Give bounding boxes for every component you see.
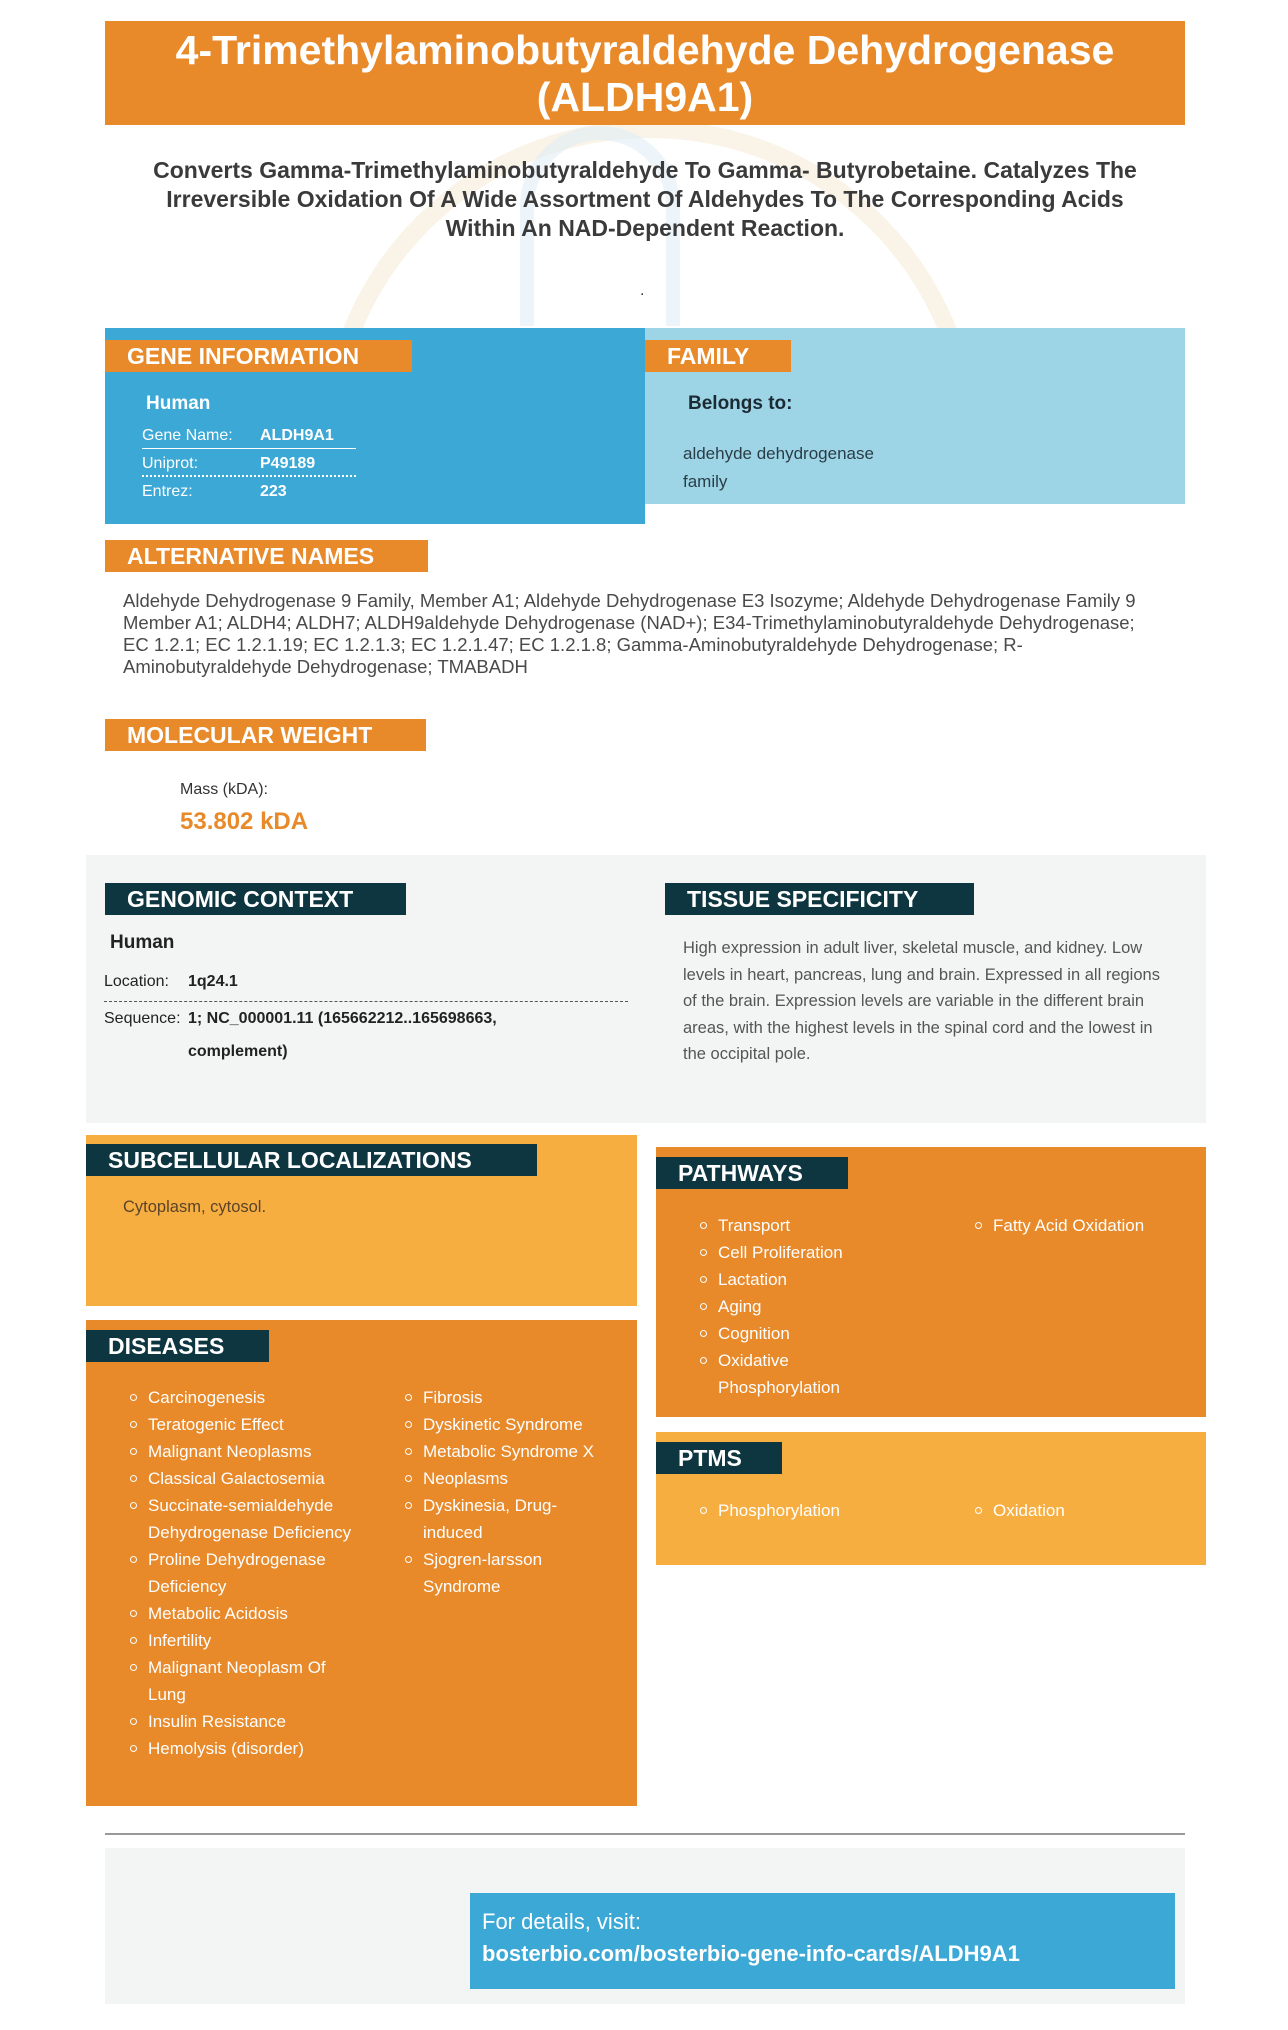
sequence-label: Sequence: [104,1010,181,1027]
gene-info-heading: GENE INFORMATION [105,340,412,372]
location-value: 1q24.1 [188,973,238,990]
disease-item: Sjogren-larsson Syndrome [403,1546,613,1600]
tissue-specificity-text: High expression in adult liver, skeletal muscle, and kidney. Low levels in heart, pancreas, lung and brain. Expressed in all regions of the brain. Expression levels are variable in the different brain areas, with the highest levels in the spinal cord and the lowest in the occipital pole. [683,939,1160,1063]
disease-item: Neoplasms [403,1465,613,1492]
pathway-item: Aging [698,1293,908,1320]
disease-item: Classical Galactosemia [128,1465,368,1492]
uniprot-row [142,450,356,477]
pathway-item: Lactation [698,1266,908,1293]
diseases-heading: DISEASES [86,1330,269,1362]
pathway-item: Cell Proliferation [698,1239,908,1266]
subcellular-heading: SUBCELLULAR LOCALIZATIONS [86,1144,537,1176]
entrez-label: Entrez: [142,483,193,500]
disease-item: Teratogenic Effect [128,1411,368,1438]
summary-dot: . [640,282,645,299]
disease-item: Succinate-semialdehyde Dehydrogenase Deficiency [128,1492,368,1546]
mass-label: Mass (kDA): [180,781,268,798]
sequence-value-cont: complement) [188,1043,288,1060]
entrez-row [142,478,356,505]
sequence-value: 1; NC_000001.11 (165662212..165698663, [188,1010,497,1027]
entrez-value: 223 [260,483,287,500]
uniprot-value: P49189 [260,455,316,472]
pathway-item: Transport [698,1212,908,1239]
genomic-divider [104,1001,628,1002]
disease-item: Infertility [128,1627,368,1654]
footer-divider [105,1833,1185,1835]
pathway-item: Fatty Acid Oxidation [973,1212,1193,1239]
location-label: Location: [104,973,169,990]
disease-item: Insulin Resistance [128,1708,368,1735]
disease-item: Proline Dehydrogenase Deficiency [128,1546,368,1600]
location-row [104,973,238,991]
diseases-list-col1 [128,1384,368,1762]
disease-item: Malignant Neoplasms [128,1438,368,1465]
disease-item: Carcinogenesis [128,1384,368,1411]
sequence-row [104,1010,497,1028]
details-link-box[interactable] [470,1893,1175,1989]
family-heading: FAMILY [645,340,791,372]
gene-name-row [142,422,356,449]
ptm-item: Oxidation [973,1497,1183,1524]
pathway-item: Oxidative Phosphorylation [698,1347,908,1401]
ptm-item: Phosphorylation [698,1497,908,1524]
pathway-item: Cognition [698,1320,908,1347]
details-label: For details, visit: [482,1909,641,1934]
tissue-specificity-heading: TISSUE SPECIFICITY [665,883,974,915]
gene-name-label: Gene Name: [142,427,233,444]
pathways-heading: PATHWAYS [656,1157,848,1189]
family-value: aldehyde dehydrogenase family [683,444,874,491]
ptms-heading: PTMS [656,1442,782,1474]
ptms-list-col2 [973,1497,1183,1524]
gene-info-organism: Human [146,393,211,414]
pathways-list-col2 [973,1212,1193,1239]
family-belongs-label: Belongs to: [688,393,793,414]
genomic-organism: Human [110,932,175,953]
molecular-weight-heading: MOLECULAR WEIGHT [105,719,426,751]
alternative-names-heading: ALTERNATIVE NAMES [105,540,428,572]
diseases-list-col2 [403,1384,613,1600]
disease-item: Dyskinesia, Drug-induced [403,1492,613,1546]
subcellular-text: Cytoplasm, cytosol. [123,1198,267,1216]
disease-item: Fibrosis [403,1384,613,1411]
disease-item: Dyskinetic Syndrome [403,1411,613,1438]
ptms-list-col1 [698,1497,908,1524]
gene-summary: Converts Gamma-Trimethylaminobutyraldehyde To Gamma- Butyrobetaine. Catalyzes The Irreversible Oxidation Of A Wide Assortment Of Aldehydes To The Corresponding Acids Within An NAD-Dependent Reaction. [153,157,1137,241]
disease-item: Malignant Neoplasm Of Lung [128,1654,368,1708]
genomic-context-heading: GENOMIC CONTEXT [105,883,406,915]
uniprot-label: Uniprot: [142,455,199,472]
disease-item: Hemolysis (disorder) [128,1735,368,1762]
details-url-link[interactable]: bosterbio.com/bosterbio-gene-info-cards/ALDH9A1 [482,1941,1020,1966]
disease-item: Metabolic Acidosis [128,1600,368,1627]
page-title: 4-Trimethylaminobutyraldehyde Dehydrogenase (ALDH9A1) [105,21,1185,125]
gene-name-value: ALDH9A1 [260,427,334,444]
pathways-list-col1 [698,1212,908,1401]
mass-value: 53.802 kDA [180,808,309,835]
disease-item: Metabolic Syndrome X [403,1438,613,1465]
alternative-names-text: Aldehyde Dehydrogenase 9 Family, Member A1; Aldehyde Dehydrogenase E3 Isozyme; Aldehyde Dehydrogenase Family 9 Member A1; ALDH4; ALDH7; ALDH9aldehyde Dehydrogenase (NAD+); E34-Trimethylaminobutyraldehyde Dehydrogenase; EC 1.2.1; EC 1.2.1.19; EC 1.2.1.3; EC 1.2.1.47; EC 1.2.1.8; Gamma-Aminobutyraldehyde Dehydrogenase; R-Aminobutyraldehyde Dehydrogenase; TMABADH [123,590,1136,677]
